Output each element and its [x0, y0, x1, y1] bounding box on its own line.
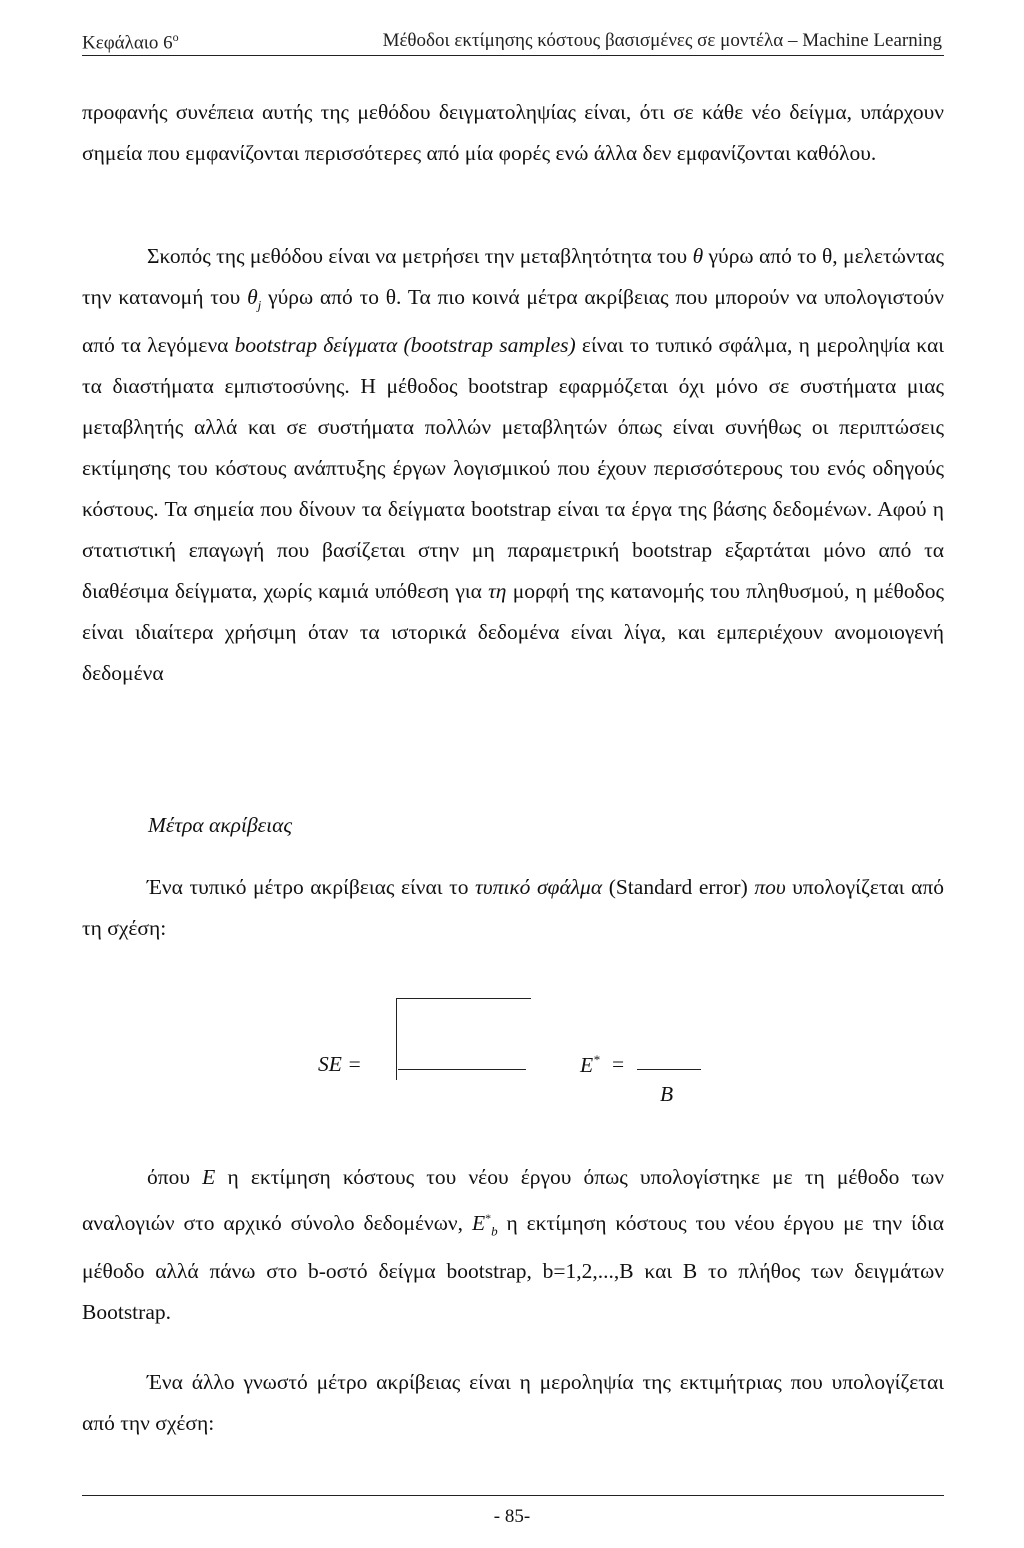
chapter-label: Κεφάλαιο $6^o$ [82, 30, 179, 54]
paragraph-2: Σκοπός της μεθόδου είναι να μετρήσει την μεταβλητότητα του θ γύρω από το θ, μελετώντας την κατανομή του $\theta_j$ γύρω από το θ. Τα πιο κοινά μέτρα ακρίβειας που μπορούν να υπολογιστούν από τα λεγόμενα bootstrap δείγματα (bootstrap samples) είναι το τυπικό σφάλμα, η μεροληψία και τα διαστήματα εμπιστοσύνης. Η μέθοδος bootstrap εφαρμόζεται όχι μόνο σε συστήματα μιας μεταβλητής αλλά και σε συστήματα πολλών μεταβλητών όπως είναι συνήθως οι περιπτώσεις εκτίμησης του κόστους ανάπτυξης έργων λογισμικού που έχουν περισσότερους του ενός οδηγούς κόστους. Τα σημεία που δίνουν τα δείγματα bootstrap είναι τα έργα της βάσης δεδομένων. Αφού η στατιστική επαγωγή που βασίζεται στην μη παραμετρική bootstrap εξαρτάται μόνο από τα διαθέσιμα δείγματα, χωρίς καμιά υπόθεση για τη μορφή της κατανομής του πληθυσμού, η μέθοδος είναι ιδιαίτερα χρήσιμη όταν τα ιστορικά δεδομένα είναι λίγα, και εμπεριέχουν ανομοιογενή δεδομένα [82, 244, 944, 686]
fraction-bar [398, 1069, 526, 1070]
se-formula [0, 990, 1024, 1120]
paragraph-1: προφανής συνέπεια αυτής της μεθόδου δειγματοληψίας είναι, ότι σε κάθε νέο δείγμα, υπάρχουν σημεία που εμφανίζονται περισσότερες από μία φορές ενώ άλλα δεν εμφανίζονται καθόλου. [82, 100, 944, 165]
paragraph-3: Ένα τυπικό μέτρο ακρίβειας είναι το τυπικό σφάλμα (Standard error) που υπολογίζεται από τη σχέση: [82, 875, 944, 940]
page-header [82, 30, 942, 54]
b-denominator: B [660, 1082, 674, 1106]
sqrt-stroke [396, 998, 397, 1080]
e-star-label: E* [580, 1052, 600, 1078]
paragraph-4: όπου E η εκτίμηση κόστους του νέου έργου όπως υπολογίστηκε με τη μέθοδο των αναλογιών στο αρχικό σύνολο δεδομένων, $E^*_b$ η εκτίμηση κόστους του νέου έργου με την ίδια μέθοδο αλλά πάνω στο b-οστό δείγμα bootstrap, b=1,2,...,B και B το πλήθος των δειγμάτων Bootstrap. [82, 1165, 945, 1325]
equals-sign: = [612, 1052, 625, 1076]
fraction-bar-2 [637, 1069, 701, 1070]
header-title: Μέθοδοι εκτίμησης κόστους βασισμένες σε μοντέλα – Machine Learning [382, 30, 942, 51]
page-number: - 85- [493, 1506, 531, 1527]
section-heading: Μέτρα ακρίβειας [148, 813, 293, 837]
se-label: SE = [318, 1052, 362, 1076]
footer-rule [82, 1495, 944, 1496]
paragraph-5: Ένα άλλο γνωστό μέτρο ακρίβειας είναι η μεροληψία της εκτιμήτριας που υπολογίζεται από την σχέση: [82, 1370, 944, 1435]
header-rule [82, 55, 944, 56]
sqrt-overline [397, 998, 531, 999]
